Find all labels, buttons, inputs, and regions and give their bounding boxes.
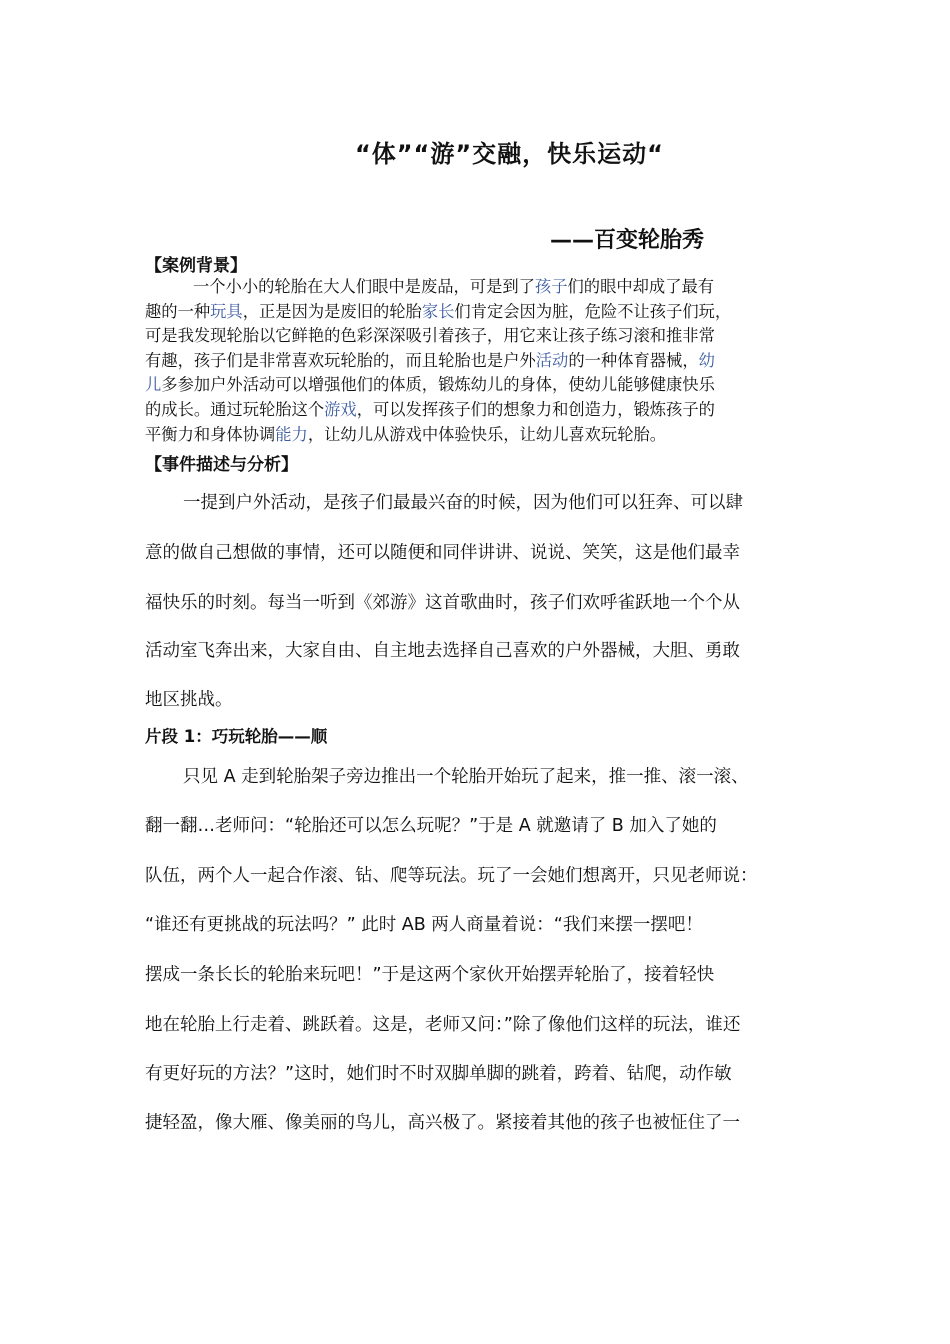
text-run: ，正是因为是废旧的轮胎 xyxy=(242,301,422,321)
text-run: ，让幼儿从游戏中体验快乐，让幼儿喜欢玩轮胎。 xyxy=(307,424,667,444)
background-paragraph xyxy=(145,275,815,447)
text-run: 有趣，孩子们是非常喜欢玩轮胎的，而且轮胎也是户外 xyxy=(145,350,536,370)
text-run: 的一种体育器械， xyxy=(568,350,699,370)
document-subtitle: ——百变轮胎秀 xyxy=(550,228,705,253)
fragment-paragraph-line: 摆成一条长长的轮胎来玩吧！”于是这两个家伙开始摆弄轮胎了，接着轻快 xyxy=(145,965,715,985)
text-run: 们肯定会因为脏，危险不让孩子们玩， xyxy=(454,301,732,321)
link-youer-2[interactable]: 儿 xyxy=(145,375,162,395)
event-paragraph-line: 意的做自己想做的事情，还可以随便和同伴讲讲、说说、笑笑，这是他们最幸 xyxy=(145,543,740,563)
link-ability[interactable]: 能力 xyxy=(275,424,308,444)
link-game[interactable]: 游戏 xyxy=(324,399,357,419)
fragment-paragraph-line: 翻一翻…老师问：“轮胎还可以怎么玩呢？”于是 A 就邀请了 B 加入了她的 xyxy=(145,816,717,836)
fragment-paragraph-line: “谁还有更挑战的玩法吗？” 此时 AB 两人商量着说：“我们来摆一摆吧！ xyxy=(145,915,703,935)
text-run: 们的眼中却成了最有 xyxy=(567,277,715,296)
fragment-paragraph-line: 只见 A 走到轮胎架子旁边推出一个轮胎开始玩了起来，推一推、滚一滚、 xyxy=(183,767,749,787)
event-paragraph-line: 福快乐的时刻。每当一听到《郊游》这首歌曲时，孩子们欢呼雀跃地一个个从 xyxy=(145,593,740,613)
event-paragraph-line: 一提到户外活动，是孩子们最最兴奋的时候，因为他们可以狂奔、可以肆 xyxy=(183,493,743,513)
event-paragraph-line: 活动室飞奔出来，大家自由、自主地去选择自己喜欢的户外器械，大胆、勇敢 xyxy=(145,641,740,661)
fragment-paragraph-line: 队伍，两个人一起合作滚、钻、爬等玩法。玩了一会她们想离开，只见老师说： xyxy=(145,866,758,886)
fragment-heading: 片段 1：巧玩轮胎——顺 xyxy=(145,727,328,746)
event-paragraph-line: 地区挑战。 xyxy=(145,690,233,710)
text-run: 的成长。通过玩轮胎这个 xyxy=(145,399,325,419)
text-run: 趣的一种 xyxy=(145,301,211,321)
text-run: 多参加户外活动可以增强他们的体质，锻炼幼儿的身体，使幼儿能够健康快乐 xyxy=(161,375,715,395)
fragment-paragraph-line: 捷轻盈，像大雁、像美丽的鸟儿，高兴极了。紧接着其他的孩子也被怔住了一 xyxy=(145,1113,740,1133)
link-youer-1[interactable]: 幼 xyxy=(698,350,715,370)
fragment-paragraph-line: 有更好玩的方法？”这时，她们时不时双脚单脚的跳着，跨着、钻爬，动作敏 xyxy=(145,1064,732,1084)
text-run: 可是我发现轮胎以它鲜艳的色彩深深吸引着孩子，用它来让孩子练习滚和推非常 xyxy=(145,326,715,346)
link-children[interactable]: 孩子 xyxy=(534,277,568,296)
link-toys[interactable]: 玩具 xyxy=(210,301,243,321)
document-title: “体”“游”交融，快乐运动“ xyxy=(355,140,664,168)
text-run: 一个小小的轮胎在大人们眼中是废品，可是到了 xyxy=(193,277,535,296)
text-run: ，可以发挥孩子们的想象力和创造力，锻炼孩子的 xyxy=(356,399,715,419)
fragment-paragraph-line: 地在轮胎上行走着、跳跃着。这是，老师又问：”除了像他们这样的玩法，谁还 xyxy=(145,1015,741,1035)
text-run: 平衡力和身体协调 xyxy=(145,424,276,444)
link-activity[interactable]: 活动 xyxy=(535,350,569,370)
link-parents[interactable]: 家长 xyxy=(421,301,455,321)
section-heading-background: 【案例背景】 xyxy=(145,256,247,276)
section-heading-event: 【事件描述与分析】 xyxy=(145,455,298,475)
